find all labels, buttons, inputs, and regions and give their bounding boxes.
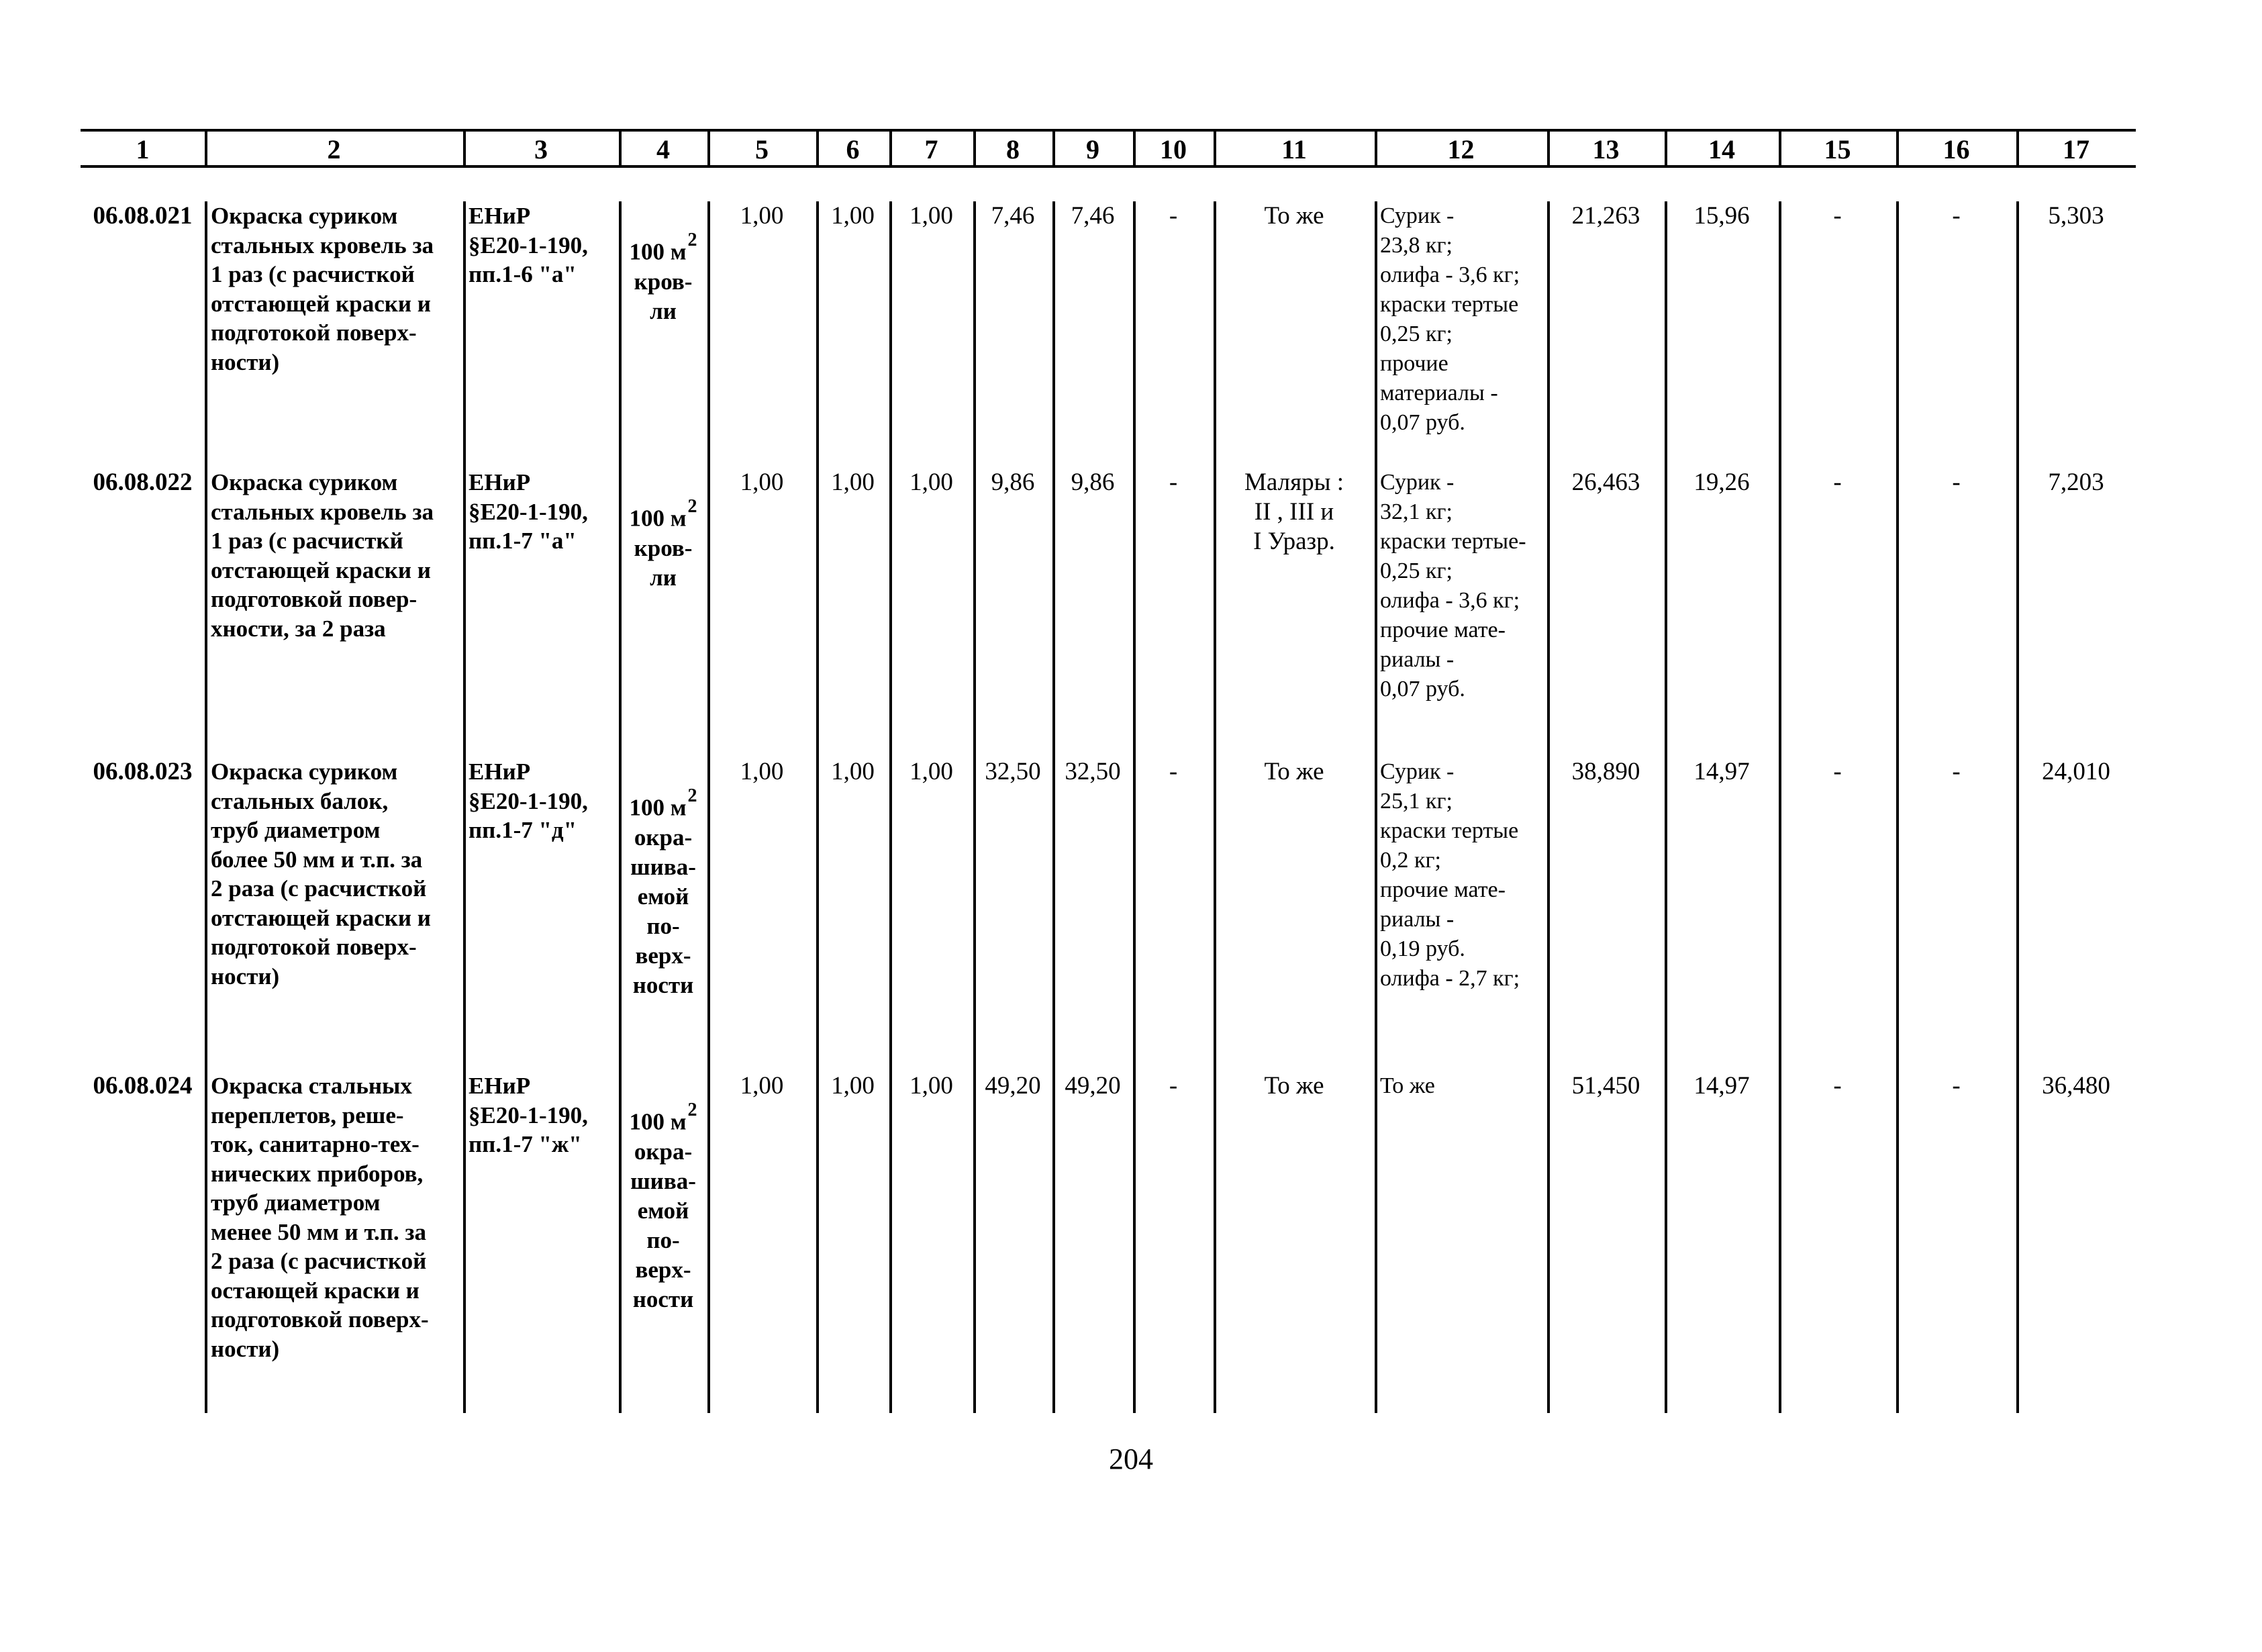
row-value-col15: - bbox=[1833, 758, 1842, 785]
row-value-col10: - bbox=[1169, 758, 1178, 785]
row-source bbox=[469, 757, 588, 845]
header-separator bbox=[1375, 129, 1377, 168]
row-unit bbox=[619, 497, 707, 593]
column-separator bbox=[973, 201, 976, 1413]
header-separator bbox=[707, 129, 710, 168]
unit-line: кров- bbox=[634, 534, 693, 561]
column-separator bbox=[205, 201, 207, 1413]
materials-line: 23,8 кг; bbox=[1380, 233, 1453, 258]
row-value-col7: 1,00 bbox=[909, 758, 953, 785]
row-value-col7: 1,00 bbox=[909, 202, 953, 230]
row-value-col16: - bbox=[1952, 469, 1961, 496]
materials-line: краски тертые- bbox=[1380, 529, 1526, 554]
materials-line: 32,1 кг; bbox=[1380, 499, 1453, 524]
row-value-col6: 1,00 bbox=[831, 1072, 875, 1100]
row-executors bbox=[1214, 757, 1375, 787]
header-separator bbox=[2016, 129, 2019, 168]
row-value-col6: 1,00 bbox=[831, 202, 875, 230]
column-header-13: 13 bbox=[1592, 134, 1620, 164]
column-header-4: 4 bbox=[656, 134, 670, 164]
description-line: ности) bbox=[211, 348, 280, 375]
row-value-col10: - bbox=[1169, 1072, 1178, 1100]
source-line: §Е20-1-190, bbox=[469, 787, 588, 814]
row-materials bbox=[1380, 468, 1526, 704]
description-line: ности) bbox=[211, 963, 280, 989]
row-value-col15: - bbox=[1833, 202, 1842, 230]
column-separator bbox=[816, 201, 819, 1413]
materials-line: материалы - bbox=[1380, 381, 1498, 405]
row-source bbox=[469, 468, 588, 556]
row-value-col15: - bbox=[1833, 1072, 1842, 1100]
materials-line: прочие мате- bbox=[1380, 618, 1506, 642]
executors-line: То же bbox=[1264, 202, 1324, 230]
unit-main-text: 100 м bbox=[629, 238, 687, 265]
unit-line: ли bbox=[650, 297, 677, 324]
row-value-col6: 1,00 bbox=[831, 758, 875, 785]
unit-main bbox=[619, 1101, 707, 1137]
executors-line: I Уразр. bbox=[1253, 528, 1335, 555]
column-separator bbox=[2016, 201, 2019, 1413]
materials-line: олифа - 3,6 кг; bbox=[1380, 588, 1520, 613]
header-separator bbox=[1896, 129, 1899, 168]
executors-line: II , III и bbox=[1254, 498, 1334, 526]
row-value-col9: 9,86 bbox=[1071, 469, 1115, 496]
unit-line: по- bbox=[646, 912, 680, 939]
materials-line: олифа - 3,6 кг; bbox=[1380, 262, 1520, 287]
description-line: переплетов, реше- bbox=[211, 1102, 404, 1128]
column-separator bbox=[1547, 201, 1550, 1413]
source-line: §Е20-1-190, bbox=[469, 232, 588, 258]
header-separator bbox=[1779, 129, 1781, 168]
row-value-col5: 1,00 bbox=[740, 1072, 784, 1100]
row-value-col8: 9,86 bbox=[991, 469, 1035, 496]
column-header-12: 12 bbox=[1447, 134, 1475, 164]
materials-line: Сурик - bbox=[1380, 203, 1455, 228]
row-unit bbox=[619, 231, 707, 326]
header-separator bbox=[619, 129, 622, 168]
source-line: пп.1-6 "а" bbox=[469, 261, 577, 287]
source-line: §Е20-1-190, bbox=[469, 498, 588, 525]
column-separator bbox=[1214, 201, 1216, 1413]
unit-main-text: 100 м bbox=[629, 505, 687, 532]
column-header-5: 5 bbox=[755, 134, 769, 164]
column-separator bbox=[463, 201, 466, 1413]
description-line: труб диаметром bbox=[211, 1189, 381, 1216]
column-separator bbox=[1779, 201, 1781, 1413]
materials-line: Сурик - bbox=[1380, 470, 1455, 495]
materials-line: краски тертые bbox=[1380, 292, 1519, 317]
unit-line: шива- bbox=[630, 853, 696, 880]
unit-exponent: 2 bbox=[687, 785, 697, 806]
materials-line: 0,07 руб. bbox=[1380, 677, 1465, 701]
row-source bbox=[469, 201, 588, 289]
description-line: ности) bbox=[211, 1335, 280, 1362]
row-value-col9: 49,20 bbox=[1065, 1072, 1121, 1100]
column-separator bbox=[1896, 201, 1899, 1413]
description-line: 1 раз (с расчисткой bbox=[211, 261, 415, 287]
unit-main-text: 100 м bbox=[629, 794, 687, 821]
executors-line: Маляры : bbox=[1244, 469, 1344, 496]
unit-main bbox=[619, 231, 707, 267]
unit-exponent: 2 bbox=[687, 496, 697, 517]
row-materials bbox=[1380, 757, 1520, 993]
source-line: ЕНиР bbox=[469, 759, 531, 785]
row-value-col16: - bbox=[1952, 1072, 1961, 1100]
description-line: более 50 мм и т.п. за bbox=[211, 846, 423, 873]
description-line: нических приборов, bbox=[211, 1160, 424, 1187]
source-line: ЕНиР bbox=[469, 469, 531, 495]
description-line: хности, за 2 раза bbox=[211, 615, 386, 642]
unit-line: окра- bbox=[634, 1138, 693, 1165]
row-value-col14: 15,96 bbox=[1693, 202, 1750, 230]
column-header-2: 2 bbox=[327, 134, 341, 164]
description-line: труб диаметром bbox=[211, 817, 381, 843]
column-header-17: 17 bbox=[2063, 134, 2089, 164]
materials-line: Сурик - bbox=[1380, 759, 1455, 784]
unit-line: шива- bbox=[630, 1167, 696, 1194]
row-value-col17: 5,303 bbox=[2048, 202, 2104, 230]
row-executors bbox=[1214, 1071, 1375, 1101]
description-line: Окраска суриком bbox=[211, 759, 398, 785]
header-separator bbox=[1214, 129, 1216, 168]
header-separator bbox=[973, 129, 976, 168]
column-header-15: 15 bbox=[1824, 134, 1851, 164]
row-value-col9: 7,46 bbox=[1071, 202, 1115, 230]
header-separator bbox=[463, 129, 466, 168]
row-value-col17: 36,480 bbox=[2042, 1072, 2110, 1100]
row-description bbox=[211, 201, 434, 377]
materials-line: 0,25 кг; bbox=[1380, 322, 1453, 346]
unit-line: емой bbox=[637, 1197, 689, 1224]
description-line: отстающей краски и bbox=[211, 556, 431, 583]
unit-line: по- bbox=[646, 1226, 680, 1253]
row-value-col7: 1,00 bbox=[909, 1072, 953, 1100]
row-value-col5: 1,00 bbox=[740, 202, 784, 230]
column-header-6: 6 bbox=[846, 134, 860, 164]
source-line: ЕНиР bbox=[469, 1073, 531, 1099]
column-separator bbox=[1052, 201, 1055, 1413]
row-value-col5: 1,00 bbox=[740, 758, 784, 785]
column-header-14: 14 bbox=[1708, 134, 1735, 164]
row-description bbox=[211, 468, 434, 643]
unit-line: ли bbox=[650, 564, 677, 591]
header-separator bbox=[1665, 129, 1667, 168]
row-unit bbox=[619, 1101, 707, 1314]
row-executors bbox=[1214, 201, 1375, 231]
row-value-col8: 49,20 bbox=[985, 1072, 1041, 1100]
row-value-col16: - bbox=[1952, 758, 1961, 785]
header-separator bbox=[816, 129, 819, 168]
description-line: отстающей краски и bbox=[211, 290, 431, 317]
description-line: подготовкой повер- bbox=[211, 586, 417, 612]
column-header-7: 7 bbox=[924, 134, 938, 164]
row-value-col10: - bbox=[1169, 202, 1178, 230]
header-separator bbox=[1547, 129, 1550, 168]
header-separator bbox=[205, 129, 207, 168]
description-line: стальных балок, bbox=[211, 787, 389, 814]
source-line: пп.1-7 "а" bbox=[469, 528, 577, 554]
row-value-col14: 14,97 bbox=[1693, 1072, 1750, 1100]
column-header-8: 8 bbox=[1006, 134, 1020, 164]
unit-main bbox=[619, 497, 707, 534]
description-line: менее 50 мм и т.п. за bbox=[211, 1218, 426, 1245]
unit-line: емой bbox=[637, 883, 689, 910]
row-value-col13: 26,463 bbox=[1571, 469, 1640, 496]
source-line: пп.1-7 "д" bbox=[469, 817, 577, 843]
materials-line: 0,19 руб. bbox=[1380, 936, 1465, 961]
row-value-col5: 1,00 bbox=[740, 469, 784, 496]
row-code: 06.08.022 bbox=[93, 469, 193, 496]
row-value-col13: 21,263 bbox=[1571, 202, 1640, 230]
description-line: 2 раза (с расчисткой bbox=[211, 875, 427, 902]
column-separator bbox=[1375, 201, 1377, 1413]
row-value-col7: 1,00 bbox=[909, 469, 953, 496]
column-header-11: 11 bbox=[1281, 134, 1307, 164]
description-line: Окраска стальных bbox=[211, 1073, 412, 1099]
unit-exponent: 2 bbox=[687, 1100, 697, 1120]
description-line: стальных кровель за bbox=[211, 498, 434, 525]
row-description bbox=[211, 757, 431, 991]
description-line: стальных кровель за bbox=[211, 232, 434, 258]
row-code: 06.08.024 bbox=[93, 1072, 193, 1100]
description-line: отстающей краски и bbox=[211, 904, 431, 931]
row-value-col17: 24,010 bbox=[2042, 758, 2110, 785]
row-value-col14: 19,26 bbox=[1693, 469, 1750, 496]
executors-line: То же bbox=[1264, 1072, 1324, 1100]
column-header-3: 3 bbox=[534, 134, 548, 164]
materials-line: олифа - 2,7 кг; bbox=[1380, 966, 1520, 991]
executors-line: То же bbox=[1264, 758, 1324, 785]
header-separator bbox=[1052, 129, 1055, 168]
description-line: ток, санитарно-тех- bbox=[211, 1131, 420, 1157]
description-line: подготокой поверх- bbox=[211, 934, 417, 960]
header-separator bbox=[889, 129, 892, 168]
row-value-col8: 7,46 bbox=[991, 202, 1035, 230]
row-source bbox=[469, 1071, 588, 1159]
description-line: Окраска суриком bbox=[211, 203, 398, 229]
description-line: подготовкой поверх- bbox=[211, 1306, 429, 1332]
materials-line: прочие bbox=[1380, 351, 1448, 376]
description-line: 2 раза (с расчисткой bbox=[211, 1248, 427, 1274]
source-line: пп.1-7 "ж" bbox=[469, 1131, 582, 1157]
unit-line: ности bbox=[632, 1285, 694, 1312]
row-value-col17: 7,203 bbox=[2048, 469, 2104, 496]
column-separator bbox=[707, 201, 710, 1413]
row-code: 06.08.021 bbox=[93, 202, 193, 230]
unit-line: верх- bbox=[635, 1256, 691, 1283]
materials-line: риалы - bbox=[1380, 647, 1455, 672]
row-description bbox=[211, 1071, 429, 1363]
unit-main-text: 100 м bbox=[629, 1108, 687, 1135]
row-materials bbox=[1380, 1071, 1435, 1101]
unit-line: окра- bbox=[634, 824, 693, 851]
description-line: подготокой поверх- bbox=[211, 320, 417, 346]
header-separator bbox=[1133, 129, 1136, 168]
row-value-col14: 14,97 bbox=[1693, 758, 1750, 785]
row-value-col13: 51,450 bbox=[1571, 1072, 1640, 1100]
column-separator bbox=[889, 201, 892, 1413]
unit-exponent: 2 bbox=[687, 230, 697, 250]
column-header-1: 1 bbox=[136, 134, 150, 164]
row-value-col15: - bbox=[1833, 469, 1842, 496]
row-value-col8: 32,50 bbox=[985, 758, 1041, 785]
unit-line: кров- bbox=[634, 268, 693, 295]
materials-line: краски тертые bbox=[1380, 818, 1519, 843]
materials-line: прочие мате- bbox=[1380, 877, 1506, 902]
source-line: §Е20-1-190, bbox=[469, 1102, 588, 1128]
column-header-16: 16 bbox=[1943, 134, 1970, 164]
column-header-9: 9 bbox=[1086, 134, 1099, 164]
materials-line: То же bbox=[1380, 1073, 1435, 1098]
row-value-col10: - bbox=[1169, 469, 1178, 496]
row-value-col16: - bbox=[1952, 202, 1961, 230]
materials-line: риалы - bbox=[1380, 907, 1455, 932]
unit-line: ности bbox=[632, 971, 694, 998]
column-separator bbox=[1665, 201, 1667, 1413]
row-value-col6: 1,00 bbox=[831, 469, 875, 496]
row-materials bbox=[1380, 201, 1520, 438]
materials-line: 25,1 кг; bbox=[1380, 789, 1453, 814]
row-unit bbox=[619, 787, 707, 1000]
source-line: ЕНиР bbox=[469, 203, 531, 229]
description-line: Окраска суриком bbox=[211, 469, 398, 495]
materials-line: 0,07 руб. bbox=[1380, 410, 1465, 435]
column-separator bbox=[1133, 201, 1136, 1413]
description-line: 1 раз (с расчисткй bbox=[211, 528, 403, 554]
row-code: 06.08.023 bbox=[93, 758, 193, 785]
unit-line: верх- bbox=[635, 942, 691, 969]
materials-line: 0,25 кг; bbox=[1380, 558, 1453, 583]
row-value-col9: 32,50 bbox=[1065, 758, 1121, 785]
page-number: 204 bbox=[1109, 1443, 1153, 1475]
row-executors bbox=[1214, 468, 1375, 556]
materials-line: 0,2 кг; bbox=[1380, 848, 1441, 873]
row-value-col13: 38,890 bbox=[1571, 758, 1640, 785]
unit-main bbox=[619, 787, 707, 823]
column-header-10: 10 bbox=[1160, 134, 1187, 164]
description-line: остающей краски и bbox=[211, 1277, 420, 1304]
